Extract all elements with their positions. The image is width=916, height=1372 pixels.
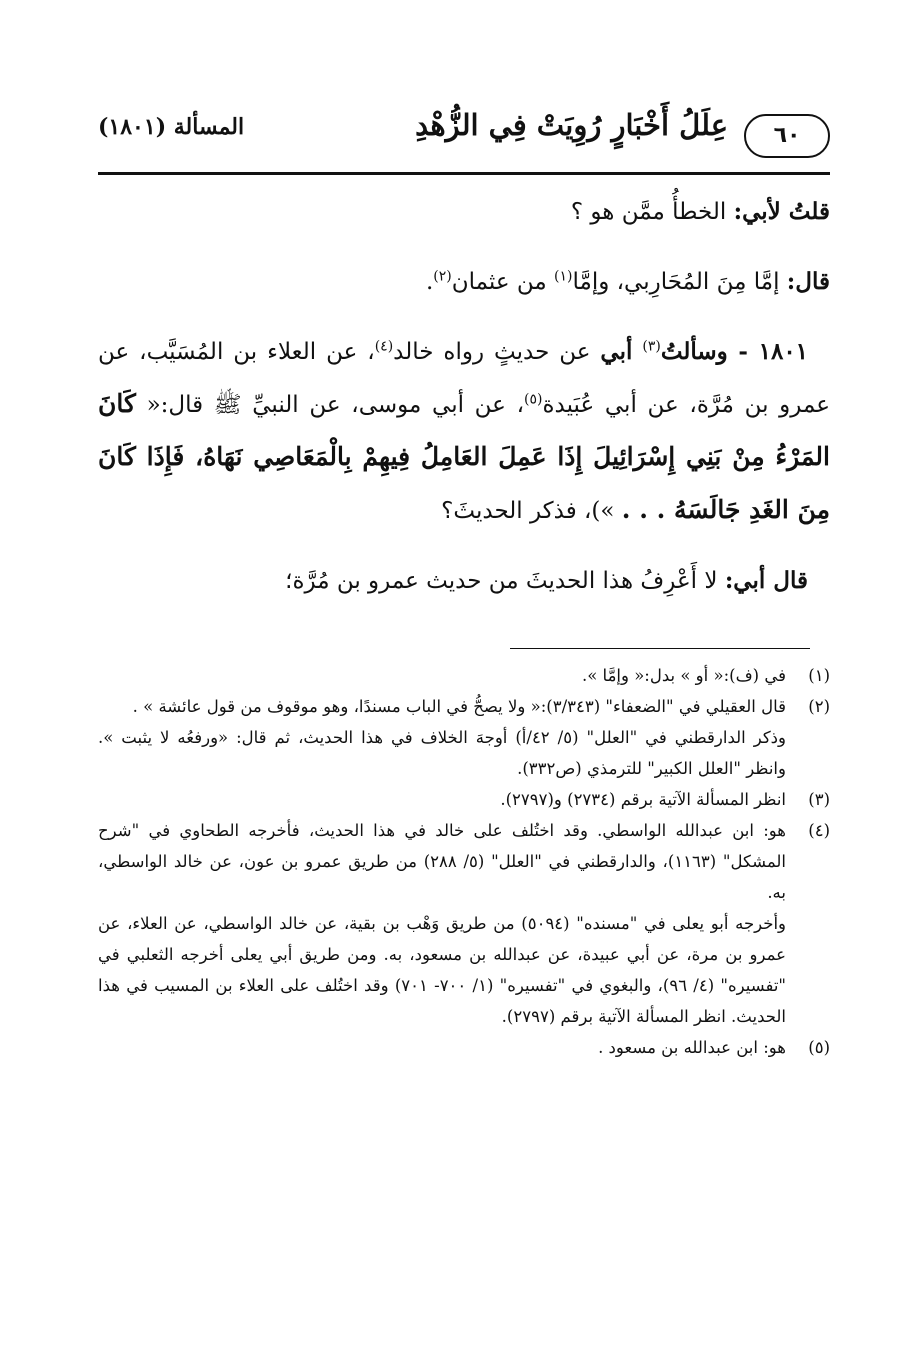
header-divider xyxy=(98,172,830,175)
question-label: قلتُ لأبي: xyxy=(733,198,830,225)
page-header xyxy=(98,100,830,160)
footnotes xyxy=(98,660,830,1063)
footnote-text: قال العقيلي في "الضعفاء" (٣/٣٤٣):« ولا يصحُّ في الباب مسندًا، وهو موقوف من قول عائشة » . xyxy=(132,697,786,716)
hadith-text: كَانَ المَرْءُ مِنْ بَنِي إِسْرَائِيلَ إِذَا عَمِلَ العَامِلُ فِيهِمْ بِالْمَعَاصِي نَهَاهُ، فَإِذَا كَانَ مِنَ الغَدِ جَالَسَهُ . . . xyxy=(98,389,830,524)
answer-text-3: . xyxy=(425,269,434,295)
issue-text-2: ، عن العلاء بن المُسَيَّب، عن عمرو بن مُرَّة، عن أبي عُبَيدة xyxy=(98,339,830,418)
footnote-ref-2: (٢) xyxy=(433,268,452,285)
footnote-3 xyxy=(98,784,830,815)
issue-text-4: »)، فذكر الحديثَ؟ xyxy=(441,498,615,524)
answer-label: قال: xyxy=(786,268,830,295)
footnote-ref-1: (١) xyxy=(554,268,573,285)
footnote-5 xyxy=(98,1032,830,1063)
main-text xyxy=(98,186,830,607)
footnote-text: في (ف):« أو » بدل:« وإمَّا ». xyxy=(581,666,786,685)
footnote-ref-3: (٣) xyxy=(642,338,661,355)
footnote-ref-4: (٤) xyxy=(374,338,394,355)
footnote-4 xyxy=(98,815,830,1032)
issue-text-1: عن حديثٍ رواه خالد xyxy=(393,339,591,365)
issue-label: المسألة (١٨٠١) xyxy=(98,114,245,140)
footnote-1 xyxy=(98,660,830,691)
footnote-ref-5: (٥) xyxy=(524,391,543,408)
footnote-number: (١) xyxy=(808,666,830,685)
issue-lead: ١٨٠١ - وسألتُ xyxy=(660,338,809,365)
footnote-number: (٢) xyxy=(808,697,830,716)
footnote-2 xyxy=(98,691,830,784)
page-number: ٦٠ xyxy=(744,114,830,158)
footnote-divider xyxy=(510,648,810,649)
footnote-text: هو: ابن عبدالله الواسطي. وقد اختُلف على خالد في هذا الحديث، فأخرجه الطحاوي في "شرح المشكل" (١١٦٣)، والدارقطني في "العلل" (٥/ ٢٨٨) من طريق عمرو بن عون، عن خالد الواسطي، به. xyxy=(98,821,786,902)
footnote-number: (٥) xyxy=(808,1038,830,1057)
issue-paragraph xyxy=(98,326,830,537)
footnote-number: (٤) xyxy=(808,821,830,840)
question-paragraph xyxy=(98,186,830,238)
answer-paragraph xyxy=(98,256,830,308)
reply-paragraph xyxy=(98,555,830,607)
issue-abi: أبي xyxy=(600,338,633,365)
answer-text-2: من عثمان xyxy=(451,269,547,295)
reply-label: قال أبي: xyxy=(724,567,808,594)
footnote-text: هو: ابن عبدالله بن مسعود . xyxy=(598,1038,786,1057)
footnote-text: وذكر الدارقطني في "العلل" (٥/ ٤٢/أ) أوجهَ الخلاف في هذا الحديث، ثم قال: «ورفعُه لا يثبت ». وانظر "العلل الكبير" للترمذي (ص٣٣٢). xyxy=(98,728,786,778)
footnote-number: (٣) xyxy=(808,790,830,809)
footnote-text: وأخرجه أبو يعلى في "مسنده" (٥٠٩٤) من طريق وَهْب بن بقية، عن خالد الواسطي، عن العلاء، عن عمرو بن مرة، عن أبي عبيدة، عن عبدالله بن مسعود، به. ومن طريق أبي يعلى أخرجه الثعلبي في "تفسيره" (٤/ ٩٦)، والبغوي في "تفسيره" (١/ ٧٠٠- ٧٠١) وقد اختُلف على العلاء بن المسيب في هذا الحديث. انظر المسألة الآتية برقم (٢٧٩٧). xyxy=(98,914,786,1026)
reply-text: لا أَعْرِفُ هذا الحديثَ من حديث عمرو بن مُرَّة؛ xyxy=(285,568,718,594)
footnote-text: انظر المسألة الآتية برقم (٢٧٣٤) و(٢٧٩٧). xyxy=(500,790,786,809)
answer-text-1: إمَّا مِنَ المُحَارِبي، وإمَّا xyxy=(572,269,780,295)
book-title: عِلَلُ أَخْبَارٍ رُوِيَتْ فِي الزُّهْدِ xyxy=(415,108,728,142)
issue-text-3: ، عن أبي موسى، عن النبيِّ ﷺ قال:« xyxy=(146,392,524,418)
question-text: الخطأُ ممَّن هو ؟ xyxy=(570,199,727,225)
